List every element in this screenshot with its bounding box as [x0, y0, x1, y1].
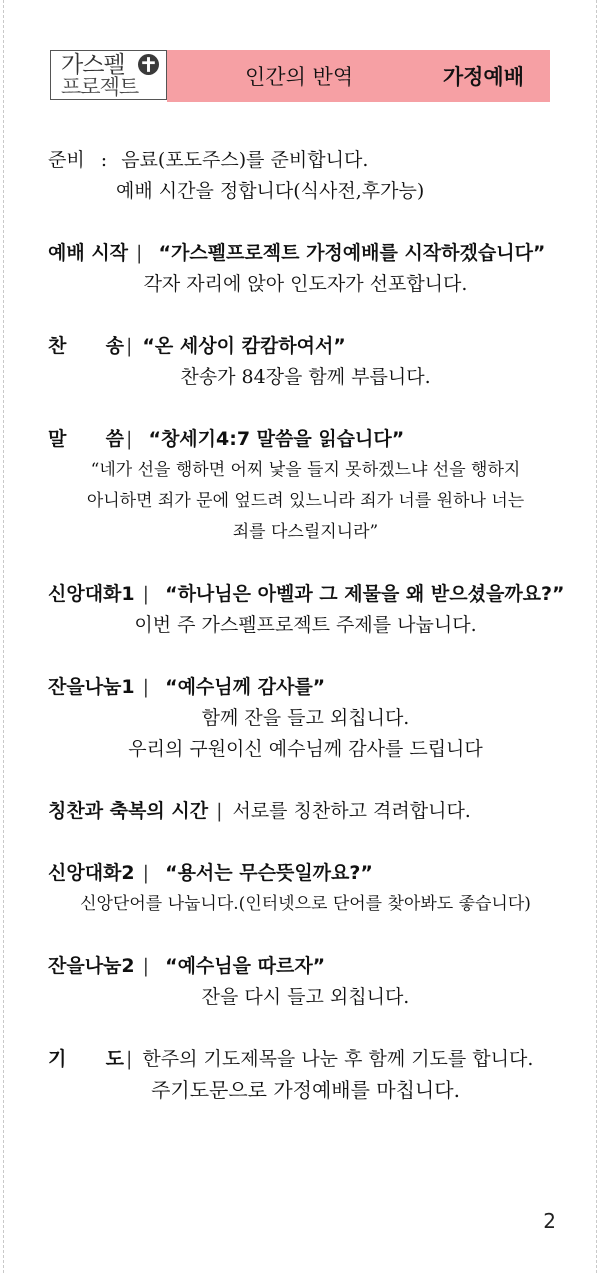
hymn-section: [48, 331, 563, 362]
talk2-separator: |: [142, 862, 150, 884]
cup2-separator: |: [142, 955, 150, 977]
prayer-label-b: 도: [105, 1048, 124, 1070]
hymn-label-b: 송: [105, 335, 124, 357]
talk2-section: [48, 858, 563, 889]
word-label-b: 씀: [105, 428, 124, 450]
word-label-a: 말: [48, 428, 67, 450]
prep-line2: 예배 시간을 정합니다(식사전,후가능): [116, 180, 425, 202]
spacer: [48, 300, 563, 331]
prayer-desc1: 한주의 기도제목을 나눈 후 함께 기도를 합니다.: [142, 1048, 534, 1070]
prayer-label: [48, 1044, 133, 1075]
start-desc: 각자 자리에 앉아 인도자가 선포합니다.: [143, 273, 468, 295]
word-quote: “창세기4:7 말씀을 읽습니다”: [148, 428, 405, 450]
talk2-label: 신앙대화2: [48, 862, 135, 884]
cup1-separator: |: [142, 676, 150, 698]
hymn-label: [48, 331, 133, 362]
cup1-label: 잔을나눔1: [48, 676, 135, 698]
cup1-section: [48, 672, 563, 703]
hymn-desc: 찬송가 84장을 함께 부릅니다.: [180, 366, 431, 388]
word-label: [48, 424, 133, 455]
word-section: [48, 424, 563, 455]
start-section: [48, 238, 563, 269]
logo-line2: 프로젝트: [61, 75, 139, 99]
spacer: [48, 827, 563, 858]
cup2-label: 잔을나눔2: [48, 955, 135, 977]
cup2-desc: 잔을 다시 들고 외칩니다.: [201, 986, 410, 1008]
talk1-desc: 이번 주 가스펠프로젝트 주제를 나눕니다.: [134, 614, 477, 636]
praise-separator: |: [216, 800, 223, 822]
left-dashed-border: [3, 0, 4, 1273]
verse-line2: 아니하면 죄가 문에 엎드려 있느니라 죄가 너를 원하나 너는: [86, 491, 525, 511]
cup2-section: [48, 951, 563, 982]
prayer-desc2: 주기도문으로 가정예배를 마칩니다.: [151, 1078, 460, 1102]
cup2-quote: “예수님을 따르자”: [165, 955, 326, 977]
cup1-quote: “예수님께 감사를”: [165, 676, 326, 698]
page-number: 2: [543, 1209, 556, 1233]
cup1-desc2: 우리의 구원이신 예수님께 감사를 드립니다: [128, 738, 483, 760]
prayer-separator: |: [126, 1048, 133, 1070]
talk1-separator: |: [142, 583, 150, 605]
right-dashed-border: [596, 0, 597, 1273]
word-separator: |: [126, 428, 133, 450]
start-separator: |: [136, 242, 143, 264]
praise-section: [48, 796, 563, 827]
cup1-desc1: 함께 잔을 들고 외칩니다.: [201, 707, 410, 729]
prayer-section: [48, 1044, 563, 1075]
talk1-label: 신앙대화1: [48, 583, 135, 605]
spacer: [48, 548, 563, 579]
hymn-label-a: 찬: [48, 335, 67, 357]
gospel-project-logo: [50, 50, 167, 100]
prep-section: [48, 145, 563, 176]
lesson-title: 인간의 반역: [245, 65, 354, 89]
prep-line1: 음료(포도주스)를 준비합니다.: [121, 149, 369, 171]
praise-label: 칭찬과 축복의 시간: [48, 800, 209, 822]
talk1-section: [48, 579, 563, 610]
spacer: [48, 207, 563, 238]
page-header: [50, 50, 550, 102]
spacer: [48, 920, 563, 951]
talk2-desc: 신앙단어를 나눕니다.(인터넷으로 단어를 찾아봐도 좋습니다): [80, 894, 531, 914]
spacer: [48, 1013, 563, 1044]
logo-line1: 가스펠: [61, 52, 125, 78]
cross-icon: [138, 54, 159, 75]
start-label: 예배 시작: [48, 242, 129, 264]
prayer-label-a: 기: [48, 1048, 67, 1070]
start-quote: “가스펠프로젝트 가정예배를 시작하겠습니다”: [158, 242, 546, 264]
spacer: [48, 641, 563, 672]
hymn-separator: |: [126, 335, 133, 357]
verse-line1: “네가 선을 행하면 어찌 낯을 들지 못하겠느냐 선을 행하지: [90, 460, 521, 480]
spacer: [48, 393, 563, 424]
praise-desc: 서로를 칭찬하고 격려합니다.: [232, 800, 471, 822]
talk2-quote: “용서는 무슨뜻일까요?”: [165, 862, 373, 884]
spacer: [48, 765, 563, 796]
hymn-quote: “온 세상이 캄캄하여서”: [142, 335, 346, 357]
worship-category: 가정예배: [442, 65, 524, 89]
verse-line3: 죄를 다스릴지니라”: [232, 522, 379, 542]
prep-colon: :: [100, 149, 108, 171]
talk1-quote: “하나님은 아벨과 그 제물을 왜 받으셨을까요?”: [165, 583, 565, 605]
prep-label: 준비: [48, 149, 85, 171]
worship-order: [48, 145, 563, 1106]
title-band: [167, 50, 550, 102]
